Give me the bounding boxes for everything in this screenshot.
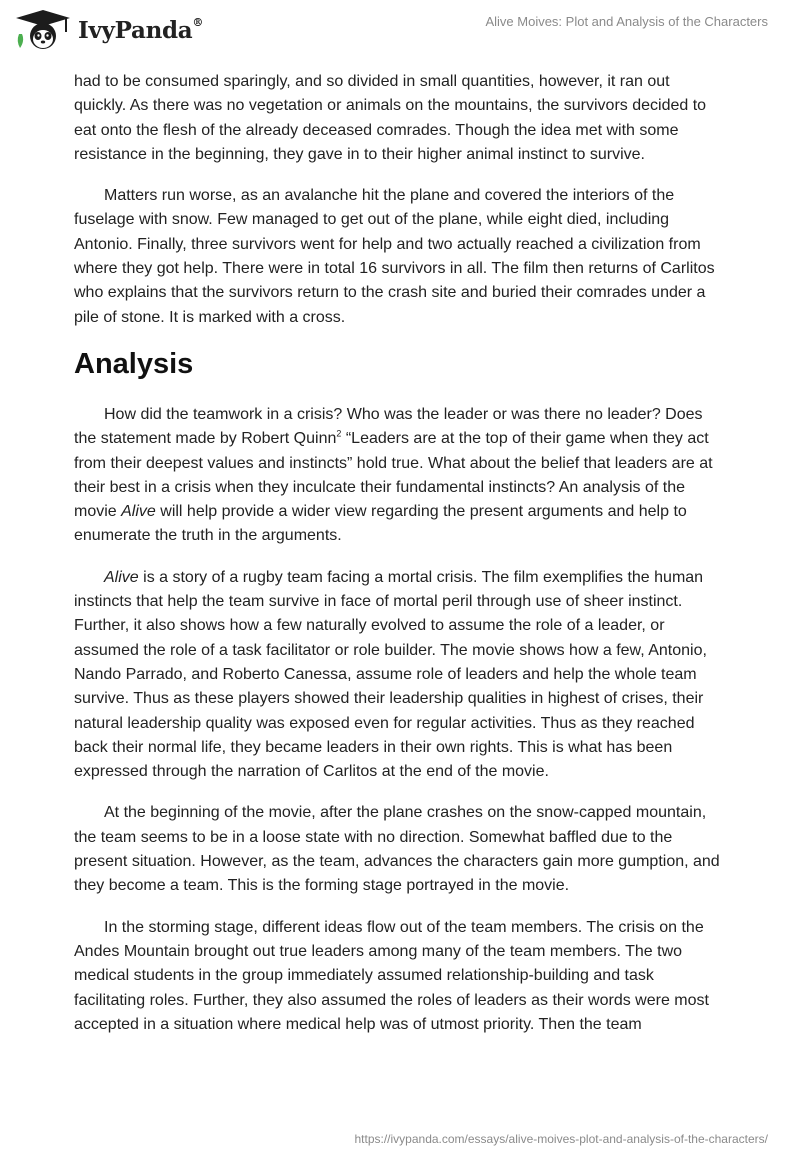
paragraph: At the beginning of the movie, after the plane crashes on the snow-capped mountain, the team seems to be in a loose state with no direction. Somewhat baffled due to the present situation. However, as the team, advances the characters gain more gumption, and they become a team. This is the forming stage portrayed in the movie. — [74, 804, 720, 895]
paragraph: In the storming stage, different ideas flow out of the team members. The crisis on the Andes Mountain brought out true leaders among many of the team members. The two medical students in the group immediately assumed relationship-building and task facilitating roles. Further, they also assumed the roles of leaders as their words were most accepted in a situation where medical help was of utmost priority. Then the team — [74, 918, 709, 1033]
brand-logo[interactable] — [14, 8, 203, 52]
brand-name: IvyPanda® — [78, 15, 204, 44]
panda-graduate-icon — [14, 8, 72, 52]
document-title: Alive Moives: Plot and Analysis of the Characters — [485, 14, 768, 29]
paragraph: How did the teamwork in a crisis? Who was the leader or was there no leader? Does the statement made by Robert Quinn$^2$ “Leaders are at the top of their game when they act from their deepest values and instincts” hold true. What about the belief that leaders are at their best in a crisis when they inculcate their fundamental instincts? An analysis of the movie Alive will help provide a wider view regarding the present arguments and help to enumerate the truth in the arguments. — [74, 405, 713, 545]
essay-body — [74, 70, 724, 1054]
footnote-marker[interactable]: 2 — [336, 428, 342, 439]
source-url[interactable]: https://ivypanda.com/essays/alive-moives-plot-and-analysis-of-the-characters/ — [354, 1132, 768, 1146]
paragraph: Matters run worse, as an avalanche hit the plane and covered the interiors of the fuselage with snow. Few managed to get out of the plane, while eight died, including Antonio. Finally, three survivors went for help and two actually reached a civilization from where they got help. There were in total 16 survivors in all. The film then returns of Carlitos who explains that the survivors return to the crash site and buried their comrades under a pile of stone. It is marked with a cross. — [74, 187, 715, 326]
page-header — [0, 0, 800, 70]
paragraph: had to be consumed sparingly, and so divided in small quantities, however, it ran out quickly. As there was no vegetation or animals on the mountains, the survivors decided to eat onto the flesh of the already deceased comrades. Though the idea met with some resistance in the beginning, they gave in to their higher animal instinct to survive. — [74, 73, 707, 163]
section-heading: Analysis — [74, 347, 194, 380]
paragraph: Alive is a story of a rugby team facing a mortal crisis. The film exemplifies the human instincts that help the team survive in face of mortal peril through use of sheer instinct. Further, it also shows how a few naturally evolved to assume the role of a leader, or assumed the role of a task facilitator or role builder. The movie shows how a few, Antonio, Nando Parrado, and Roberto Canessa, assume role of leaders and help the whole team survive. Thus as these players showed their leadership qualities in highest of crises, their natural leadership quality was exposed even for regular activities. Thus as they reached back their normal life, they became leaders in their own rights. This is what has been expressed through the narration of Carlitos at the end of the movie. — [74, 568, 707, 781]
